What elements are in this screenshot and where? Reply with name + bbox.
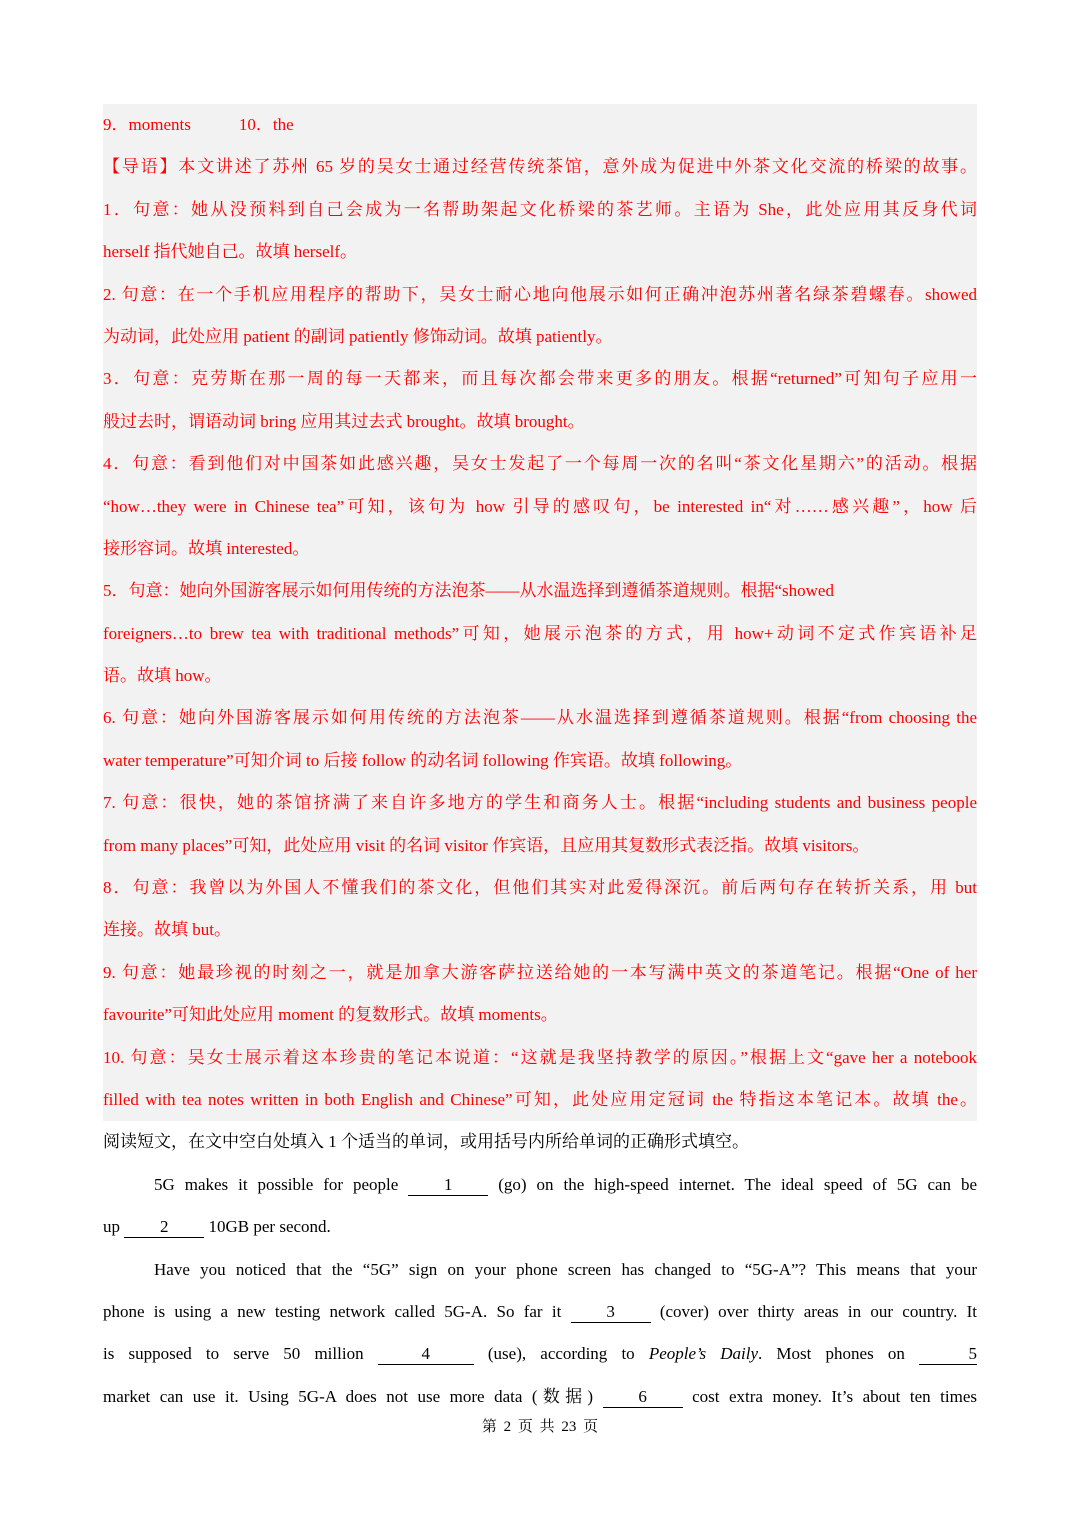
analysis-line: 8．句意：我曾以为外国人不懂我们的茶文化，但他们其实对此爱得深沉。前后两句存在转折关系，用 but <box>103 878 977 898</box>
analysis-line: from many places”可知，此处应用 visit 的名词 visitor 作宾语，且应用其复数形式表泛指。故填 visitors。 <box>103 835 870 855</box>
analysis-line: 9. 句意：她最珍视的时刻之一，就是加拿大游客萨拉送给她的一本写满中英文的茶道笔记。根据“One of her <box>103 962 977 982</box>
page-content <box>103 104 977 1418</box>
analysis-item-4 <box>103 443 977 570</box>
analysis-item-2 <box>103 274 977 359</box>
passage-text: (cover) over thirty areas in our country. It <box>659 1301 977 1321</box>
page-footer: 第 2 页 共 23 页 <box>481 1419 599 1435</box>
answer-10: 10．the <box>238 115 294 134</box>
analysis-line: “how…they were in Chinese tea”可知，该句为 how 引导的感叹句，be interested in“对……感兴趣”，how 后 <box>103 496 977 516</box>
analysis-line: foreigners…to brew tea with traditional methods”可知，她展示泡茶的方式，用 how+动词不定式作宾语补足 <box>103 623 977 643</box>
passage-line <box>103 1291 977 1333</box>
answer-line <box>103 104 977 146</box>
passage-text: 10GB per second. <box>208 1217 331 1237</box>
blank-5: 5 <box>919 1344 977 1365</box>
passage-text: cost extra money. It’s about ten times <box>692 1386 977 1406</box>
passage-text: . Most phones on <box>758 1344 905 1364</box>
analysis-line: 1．句意：她从没预料到自己会成为一名帮助架起文化桥梁的茶艺师。主语为 She，此处应用其反身代词 <box>103 199 977 219</box>
passage-text: market can use it. Using 5G-A does not use more data (数据) <box>103 1386 594 1406</box>
passage-line <box>103 1206 977 1248</box>
analysis-item-9 <box>103 952 977 1037</box>
reading-passage <box>103 1121 977 1418</box>
analysis-line: 接形容词。故填 interested。 <box>103 538 310 558</box>
passage-text: 5G makes it possible for people <box>154 1174 399 1194</box>
blank-4: 4 <box>378 1344 474 1365</box>
passage-text: (use), according to <box>487 1344 635 1364</box>
analysis-line: 3．句意：克劳斯在那一周的每一天都来，而且每次都会带来更多的朋友。根据“returned”可知句子应用一 <box>103 369 977 389</box>
analysis-item-1 <box>103 189 977 274</box>
blank-2: 2 <box>124 1217 204 1238</box>
passage-line <box>103 1164 977 1206</box>
blank-6: 6 <box>603 1387 683 1408</box>
analysis-line: filled with tea notes written in both English and Chinese”可知，此处应用定冠词 the 特指这本笔记本。故填 the。 <box>103 1089 977 1109</box>
analysis-item-6 <box>103 697 977 782</box>
blank-3: 3 <box>571 1302 651 1323</box>
analysis-line: 5．句意：她向外国游客展示如何用传统的方法泡茶——从水温选择到遵循茶道规则。根据“showed <box>103 581 834 601</box>
analysis-line: 10. 句意：吴女士展示着这本珍贵的笔记本说道：“这就是我坚持教学的原因。”根据上文“gave her a notebook <box>103 1047 977 1067</box>
blank-1: 1 <box>408 1175 488 1196</box>
analysis-item-7 <box>103 782 977 867</box>
analysis-line: herself 指代她自己。故填 herself。 <box>103 242 358 262</box>
passage-text: (go) on the high-speed internet. The ideal speed of 5G can be <box>498 1174 977 1194</box>
answer-analysis-block <box>103 104 977 1121</box>
analysis-item-8 <box>103 867 977 952</box>
analysis-line: water temperature”可知介词 to 后接 follow 的动名词 following 作宾语。故填 following。 <box>103 750 743 770</box>
analysis-item-10 <box>103 1037 977 1122</box>
passage-line <box>103 1376 977 1418</box>
analysis-line: 为动词，此处应用 patient 的副词 patiently 修饰动词。故填 patiently。 <box>103 326 613 346</box>
analysis-item-3 <box>103 358 977 443</box>
passage-text: up <box>103 1217 120 1237</box>
passage-text: is supposed to serve 50 million <box>103 1344 364 1364</box>
analysis-line: 连接。故填 but。 <box>103 920 231 940</box>
passage-line: Have you noticed that the “5G” sign on your phone screen has changed to “5G-A”? This means that your <box>154 1259 977 1279</box>
analysis-line: favourite”可知此处应用 moment 的复数形式。故填 moments。 <box>103 1005 558 1025</box>
passage-line <box>103 1333 977 1375</box>
analysis-line: 2. 句意：在一个手机应用程序的帮助下，吴女士耐心地向他展示如何正确冲泡苏州著名绿茶碧螺春。showed <box>103 284 977 304</box>
analysis-line: 6. 句意：她向外国游客展示如何用传统的方法泡茶——从水温选择到遵循茶道规则。根据“from choosing the <box>103 708 977 728</box>
newspaper-title: People’s Daily <box>648 1344 759 1364</box>
analysis-intro: 【导语】本文讲述了苏州 65 岁的吴女士通过经营传统茶馆，意外成为促进中外茶文化交流的桥梁的故事。 <box>103 157 977 177</box>
analysis-line: 4．句意：看到他们对中国茶如此感兴趣，吴女士发起了一个每周一次的名叫“茶文化星期六”的活动。根据 <box>103 454 977 474</box>
analysis-item-5 <box>103 570 977 697</box>
analysis-line: 语。故填 how。 <box>103 666 222 686</box>
passage-instruction: 阅读短文，在文中空白处填入 1 个适当的单词，或用括号内所给单词的正确形式填空。 <box>103 1132 749 1152</box>
analysis-line: 7. 句意：很快，她的茶馆挤满了来自许多地方的学生和商务人士。根据“including students and business people <box>103 793 977 813</box>
answer-9: 9．moments <box>103 115 191 134</box>
passage-text: phone is using a new testing network called 5G-A. So far it <box>103 1301 562 1321</box>
analysis-line: 般过去时，谓语动词 bring 应用其过去式 brought。故填 brought。 <box>103 411 585 431</box>
